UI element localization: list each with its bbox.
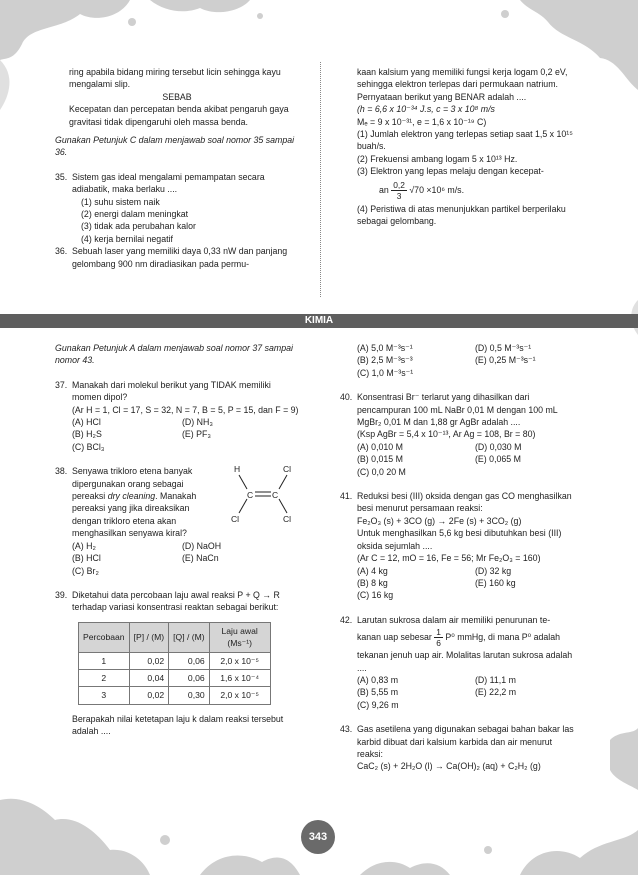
answer-options	[72, 540, 299, 577]
left-column-top	[55, 66, 299, 270]
table-cell: 2	[79, 669, 130, 686]
question-number: 37.	[55, 379, 68, 390]
statement-item: (3) Elektron yang lepas melaju dengan kecepat-	[357, 166, 544, 177]
option: (D) 0,030 M	[475, 441, 522, 452]
option: (A) 5,0 M⁻³s⁻¹	[357, 343, 413, 353]
q34-tail: ring apabila bidang miring tersebut licin sehingga kayu mengalami slip.	[69, 67, 281, 90]
option: (A) HCl	[72, 417, 101, 428]
sebab-label: SEBAB	[162, 91, 192, 102]
option: (A) 4 kg	[357, 565, 388, 576]
question-number: 38.	[55, 466, 68, 477]
question-text: kaan kalsium yang memiliki fungsi kerja logam 0,2 eV, sehingga elektron terlepas dari permukaan natrium. Pernyataan berikut yang BENAR adalah ....	[357, 67, 568, 102]
reaction-equation: CaC₂ (s) + 2H₂O (l) → Ca(OH)₂ (aq) + C₂H₂ (g)	[357, 761, 541, 772]
statement-item: (3) tidak ada perubahan kalor	[81, 221, 196, 232]
instruction-a: Gunakan Petunjuk A dalam menjawab soal nomor 37 sampai nomor 43.	[55, 343, 293, 366]
option: (B) 0,015 M	[357, 454, 403, 465]
table-cell: 0,06	[169, 652, 210, 669]
term-dry-cleaning: dry cleaning	[107, 491, 156, 502]
answer-options	[357, 441, 578, 478]
table-cell: 1	[79, 652, 130, 669]
option: (D) 0,5 M⁻³s⁻¹	[475, 343, 532, 353]
q39-answer-options	[340, 342, 578, 379]
table-cell: 0,06	[169, 669, 210, 686]
table-cell: 2,0 x 10⁻⁵	[209, 652, 270, 669]
question-text: Reduksi besi (III) oksida dengan gas CO menghasilkan besi menurut persamaan reaksi:	[357, 491, 572, 514]
right-column-top	[340, 66, 578, 227]
option: (B) 8 kg	[357, 577, 388, 588]
column-header: Percobaan	[79, 622, 130, 652]
option: (B) 5,55 m	[357, 687, 399, 698]
fraction: $\frac{1}{6}$	[436, 627, 441, 649]
atom-cl: Cl	[283, 514, 292, 525]
question-number: 41.	[340, 491, 353, 502]
constants-line: (h = 6,6 x 10⁻³⁴ J.s, c = 3 x 10⁸ m/s	[357, 104, 495, 115]
question-36-continued	[340, 66, 578, 227]
constants-line: Mₑ = 9 x 10⁻³¹, e = 1,6 x 10⁻¹⁹ C)	[357, 116, 487, 127]
option: (A) 0,010 M	[357, 441, 403, 452]
table-cell: 3	[79, 687, 130, 704]
option: (C) Br₂	[72, 565, 99, 576]
question-number: 36.	[55, 246, 68, 257]
right-column-bottom	[340, 342, 578, 773]
option: (E) NaCn	[182, 553, 219, 564]
statement-item: (1) suhu sistem naik	[81, 196, 160, 207]
question-text: tekanan jenuh uap air. Molalitas larutan sukrosa adalah ....	[357, 650, 573, 673]
question-40	[340, 391, 578, 478]
question-prompt: Berapakah nilai ketetapan laju k dalam reaksi tersebut adalah ....	[72, 713, 284, 737]
vapor-pressure-expression: kanan uap sebesar $\frac{1}{6}$ P⁰ mmHg, di mana P⁰ adalah	[357, 627, 561, 649]
answer-options	[357, 674, 578, 711]
table-cell: 2,0 x 10⁻⁵	[209, 687, 270, 704]
option: (E) 22,2 m	[475, 687, 517, 698]
option: (E) 0,065 M	[475, 454, 521, 465]
question-number: 43.	[340, 724, 353, 735]
atom-c: C	[247, 490, 254, 501]
option: (B) HCl	[72, 553, 101, 564]
column-divider	[320, 62, 321, 297]
statement-item: (4) Peristiwa di atas menunjukkan partikel berperilaku sebagai gelombang.	[357, 203, 566, 227]
table-cell: 0,30	[169, 687, 210, 704]
question-36	[55, 245, 299, 270]
question-text: Konsentrasi Br⁻ terlarut yang dihasilkan dari pencampuran 100 mL NaBr 0,01 M dengan 100 mL MgBr₂ 0,01 M dan 1,88 gr AgBr adalah ....	[357, 392, 558, 428]
question-text: Gas asetilena yang digunakan sebagai bahan bakar las karbid dibuat dari kalsium karbida dan air menurut reaksi:	[357, 724, 574, 759]
question-number: 35.	[55, 171, 68, 182]
option: (D) NaOH	[182, 540, 222, 551]
question-number: 40.	[340, 392, 353, 403]
answer-options	[357, 565, 578, 602]
question-38	[55, 465, 299, 577]
q34-reason: Kecepatan dan percepatan benda akibat pengaruh gaya gravitasi tidak dipengaruhi oleh massa benda.	[69, 104, 289, 127]
statement-item: (2) energi dalam meningkat	[81, 209, 189, 220]
option: (D) 32 kg	[475, 565, 512, 576]
option: (D) 11,1 m	[475, 674, 516, 685]
left-column-bottom	[55, 342, 299, 738]
option: (A) 0,83 m	[357, 674, 399, 685]
option: (B) H₂S	[72, 429, 102, 440]
question-number: 42.	[340, 614, 353, 625]
table-row	[79, 687, 271, 704]
question-text: Untuk menghasilkan 5,6 kg besi dibutuhkan besi (III) oksida sejumlah ....	[357, 528, 562, 551]
option: (E) 160 kg	[475, 577, 516, 588]
option: (C) 0,0 20 M	[357, 466, 406, 477]
option: (C) 1,0 M⁻³s⁻¹	[357, 367, 414, 378]
option: (A) H₂	[72, 540, 96, 551]
table-header-row	[79, 622, 271, 652]
option: (C) 9,26 m	[357, 699, 399, 710]
question-43	[340, 723, 578, 773]
constants-line: (Ar C = 12, mO = 16, Fe = 56; Mr Fe₂O₃ = 160)	[357, 553, 541, 564]
table-cell: 0,04	[129, 669, 169, 686]
option: (D) NH₃	[182, 417, 213, 428]
statement-item: (4) kerja bernilai negatif	[81, 233, 173, 244]
question-text: Diketahui data percobaan laju awal reaksi P + Q → R terhadap variasi konsentrasi reaktan sebagai berikut:	[72, 589, 280, 613]
question-text: Sistem gas ideal mengalami pemampatan secara adiabatik, maka berlaku ....	[72, 171, 265, 195]
column-header: [P] / (M)	[129, 622, 169, 652]
question-text: Manakah dari molekul berikut yang TIDAK memiliki momen dipol?	[72, 379, 271, 403]
option: (E) 0,25 M⁻³s⁻¹	[475, 355, 536, 366]
table-cell: 0,02	[129, 687, 169, 704]
question-text: Senyawa trikloro etena banyak dipergunakan orang sebagai pereaksi dry cleaning. Manakah pereaksi yang jika direaksikan dengan trikloro etena akan menghasilkan senyawa kiral?	[72, 466, 197, 539]
answer-options	[72, 416, 299, 453]
table-cell: 1,6 x 10⁻⁴	[209, 669, 270, 686]
page-number: 343	[301, 820, 335, 854]
column-header: Laju awal (Ms⁻¹)	[209, 622, 270, 652]
option: (E) PF₃	[182, 429, 211, 440]
column-header: [Q] / (M)	[169, 622, 210, 652]
reaction-equation: Fe₂O₃ (s) + 3CO (g) → 2Fe (s) + 3CO₂ (g)	[357, 515, 522, 526]
option: (C) 16 kg	[357, 590, 394, 601]
question-text: Sebuah laser yang memiliki daya 0,33 nW dan panjang gelombang 900 nm diradiasikan pada permu-	[72, 246, 288, 269]
question-number: 39.	[55, 589, 68, 600]
question-42	[340, 614, 578, 711]
atom-cl: Cl	[283, 464, 292, 475]
constants-line: (Ksp AgBr = 5,4 x 10⁻¹³, Ar Ag = 108, Br = 80)	[357, 429, 536, 440]
question-text: Larutan sukrosa dalam air memiliki penurunan te-	[357, 614, 551, 625]
table-row	[79, 669, 271, 686]
table-cell: 0,02	[129, 652, 169, 669]
atom-c: C	[272, 490, 279, 501]
option: (C) BCl₃	[72, 441, 105, 452]
question-35	[55, 171, 299, 245]
instruction-c: Gunakan Petunjuk C dalam menjawab soal nomor 35 sampai 36.	[55, 135, 295, 158]
fraction: $\frac{0,2}{3}$	[393, 179, 405, 201]
statement-item: (1) Jumlah elektron yang terlepas setiap saat 1,5 x 10¹⁵ buah/s.	[357, 129, 573, 152]
velocity-expression: an $\frac{0,2}{3}$ √70 ×10⁶ m/s.	[379, 179, 465, 201]
question-41	[340, 490, 578, 602]
table-row	[79, 652, 271, 669]
atomic-numbers: (Ar H = 1, Cl = 17, S = 32, N = 7, B = 5, P = 15, dan F = 9)	[72, 404, 299, 415]
question-37	[55, 379, 299, 453]
question-39	[55, 589, 299, 738]
atom-h: H	[234, 464, 241, 475]
trichloroethene-structure	[215, 461, 301, 529]
atom-cl: Cl	[231, 514, 240, 525]
option: (B) 2,5 M⁻³s⁻³	[357, 355, 413, 366]
rate-data-table	[78, 622, 271, 705]
section-banner-kimia: KIMIA	[0, 314, 638, 328]
statement-item: (2) Frekuensi ambang logam 5 x 10¹³ Hz.	[357, 153, 518, 164]
